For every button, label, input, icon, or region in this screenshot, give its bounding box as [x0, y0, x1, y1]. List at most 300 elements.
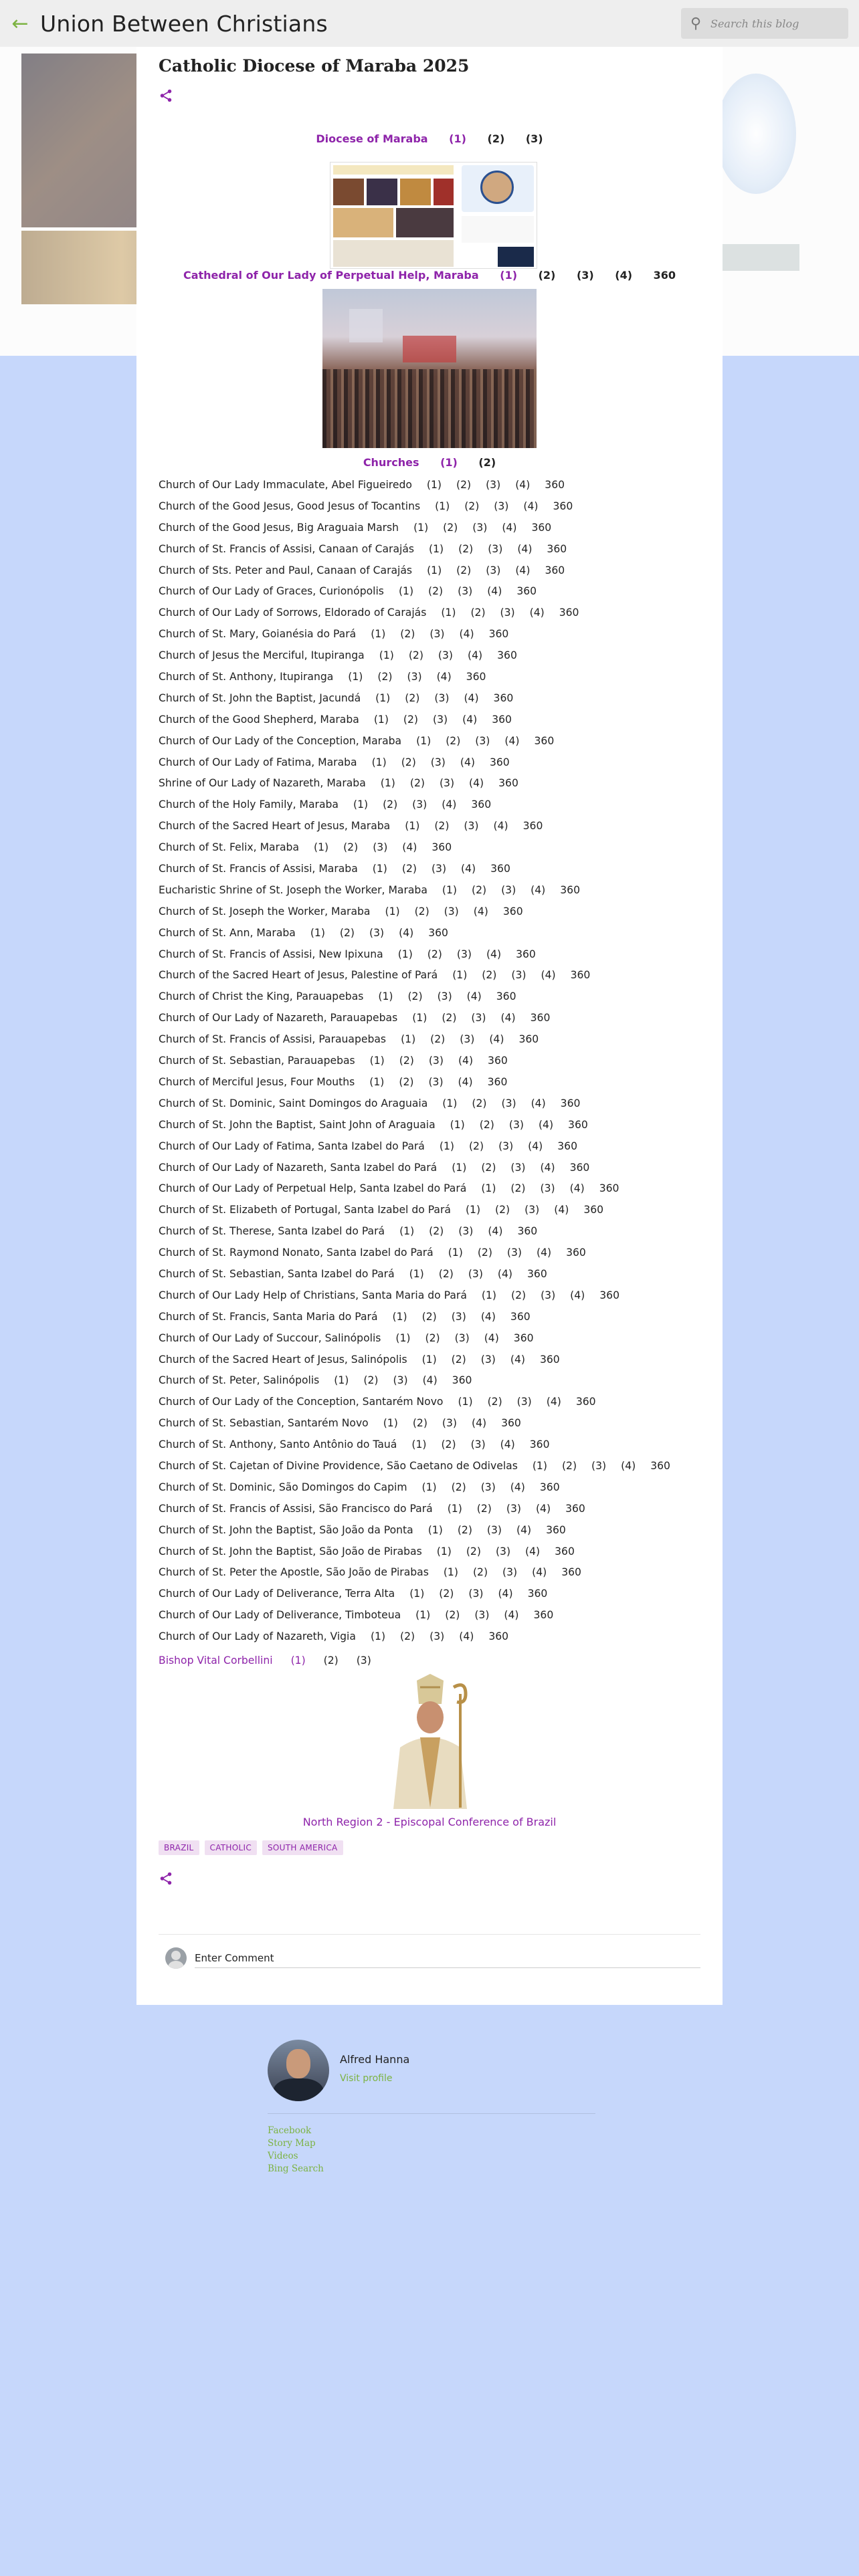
- church-photo-link[interactable]: 360: [599, 1182, 619, 1195]
- church-photo-link[interactable]: (3): [524, 1204, 540, 1216]
- church-photo-link[interactable]: 360: [487, 1075, 508, 1088]
- church-photo-link[interactable]: (3): [412, 798, 427, 811]
- share-icon[interactable]: [159, 1871, 173, 1890]
- church-photo-link[interactable]: (2): [441, 1438, 456, 1451]
- church-photo-link[interactable]: (1): [427, 1523, 443, 1536]
- church-photo-link[interactable]: (3): [540, 1182, 555, 1195]
- church-photo-link[interactable]: (3): [468, 1267, 483, 1280]
- church-photo-link[interactable]: (4): [535, 1502, 551, 1515]
- bishop-link-2[interactable]: (2): [323, 1654, 339, 1667]
- church-photo-link[interactable]: (4): [531, 1097, 546, 1109]
- churches-link-2[interactable]: (2): [478, 456, 496, 469]
- church-photo-link[interactable]: (2): [451, 1481, 466, 1493]
- church-photo-link[interactable]: (2): [471, 883, 487, 896]
- church-photo-link[interactable]: 360: [488, 1055, 508, 1067]
- church-photo-link[interactable]: 360: [502, 905, 523, 918]
- church-photo-link[interactable]: (4): [546, 1396, 561, 1408]
- church-photo-link[interactable]: 360: [488, 628, 509, 641]
- church-photo-link[interactable]: (2): [458, 542, 474, 555]
- church-photo-link[interactable]: (4): [399, 926, 414, 939]
- church-photo-link[interactable]: (4): [488, 1225, 503, 1238]
- church-photo-link[interactable]: (3): [508, 1118, 524, 1131]
- profile-avatar[interactable]: [268, 2040, 329, 2101]
- church-photo-link[interactable]: (1): [310, 926, 325, 939]
- church-photo-link[interactable]: (1): [397, 948, 413, 960]
- church-photo-link[interactable]: 360: [545, 564, 565, 576]
- church-photo-link[interactable]: (3): [510, 1161, 526, 1174]
- cathedral-link[interactable]: Cathedral of Our Lady of Perpetual Help, Maraba: [183, 269, 479, 282]
- church-photo-link[interactable]: (2): [466, 1545, 481, 1558]
- church-photo-link[interactable]: (2): [456, 564, 472, 576]
- church-photo-link[interactable]: (1): [348, 671, 363, 683]
- church-photo-link[interactable]: (1): [411, 1438, 427, 1451]
- church-photo-link[interactable]: (1): [370, 1630, 386, 1643]
- church-photo-link[interactable]: (2): [409, 777, 425, 790]
- church-photo-link[interactable]: (4): [500, 1438, 515, 1451]
- church-photo-link[interactable]: 360: [496, 990, 516, 1003]
- church-photo-link[interactable]: (1): [421, 1481, 437, 1493]
- church-photo-link[interactable]: 360: [432, 841, 452, 854]
- church-photo-link[interactable]: 360: [569, 1161, 590, 1174]
- church-photo-link[interactable]: (2): [476, 1502, 492, 1515]
- church-photo-link[interactable]: 360: [498, 777, 518, 790]
- church-photo-link[interactable]: (3): [442, 1417, 457, 1430]
- church-photo-link[interactable]: (2): [400, 628, 415, 641]
- church-photo-link[interactable]: 360: [557, 1140, 578, 1152]
- diocese-link-3[interactable]: (3): [525, 132, 543, 145]
- bishop-link-1[interactable]: (1): [290, 1654, 306, 1667]
- church-photo-link[interactable]: 360: [517, 1225, 538, 1238]
- search-icon[interactable]: ⚲: [690, 15, 702, 32]
- church-photo-link[interactable]: (1): [452, 1161, 467, 1174]
- church-photo-link[interactable]: (4): [510, 1481, 525, 1493]
- church-photo-link[interactable]: 360: [501, 1417, 521, 1430]
- church-photo-link[interactable]: (3): [458, 585, 473, 598]
- church-photo-link[interactable]: 360: [518, 1033, 539, 1046]
- church-photo-link[interactable]: (1): [385, 905, 400, 918]
- church-photo-link[interactable]: (4): [464, 691, 479, 704]
- church-photo-link[interactable]: (2): [383, 798, 398, 811]
- church-photo-link[interactable]: (2): [477, 1247, 492, 1259]
- church-photo-link[interactable]: (1): [442, 1097, 458, 1109]
- church-photo-link[interactable]: (2): [339, 926, 355, 939]
- church-photo-link[interactable]: (1): [465, 1204, 481, 1216]
- church-photo-link[interactable]: (4): [460, 756, 475, 768]
- church-photo-link[interactable]: (3): [471, 1012, 486, 1025]
- church-photo-link[interactable]: 360: [452, 1374, 472, 1387]
- church-photo-link[interactable]: (4): [459, 1630, 474, 1643]
- church-photo-link[interactable]: (3): [501, 1097, 516, 1109]
- church-photo-link[interactable]: (2): [443, 521, 458, 534]
- church-photo-link[interactable]: (1): [373, 713, 389, 726]
- church-photo-link[interactable]: 360: [492, 713, 512, 726]
- church-photo-link[interactable]: (1): [442, 883, 457, 896]
- church-photo-link[interactable]: (1): [409, 1267, 424, 1280]
- church-photo-link[interactable]: (3): [434, 691, 450, 704]
- church-photo-link[interactable]: (4): [497, 1267, 513, 1280]
- church-photo-link[interactable]: (4): [510, 1353, 525, 1366]
- church-photo-link[interactable]: (4): [515, 564, 531, 576]
- church-photo-link[interactable]: (4): [525, 1545, 541, 1558]
- church-photo-link[interactable]: 360: [560, 883, 581, 896]
- cathedral-link-4[interactable]: (4): [615, 269, 633, 282]
- church-photo-link[interactable]: (1): [378, 990, 393, 1003]
- church-photo-link[interactable]: (4): [469, 777, 484, 790]
- visit-profile-link[interactable]: Visit profile: [340, 2073, 393, 2084]
- church-photo-link[interactable]: (1): [426, 479, 442, 491]
- churches-link-1[interactable]: (1): [440, 456, 458, 469]
- church-photo-link[interactable]: (3): [480, 1481, 496, 1493]
- church-photo-link[interactable]: (3): [464, 820, 479, 833]
- church-photo-link[interactable]: (2): [428, 585, 444, 598]
- church-photo-link[interactable]: (2): [472, 1566, 488, 1579]
- church-photo-link[interactable]: (2): [470, 607, 486, 619]
- link-bing-search[interactable]: Bing Search: [268, 2163, 324, 2174]
- church-photo-link[interactable]: (3): [437, 990, 452, 1003]
- church-photo-link[interactable]: (2): [510, 1182, 526, 1195]
- church-photo-link[interactable]: (3): [433, 713, 448, 726]
- cathedral-link-2[interactable]: (2): [538, 269, 556, 282]
- church-photo-link[interactable]: (1): [409, 1588, 425, 1600]
- search-box[interactable]: [681, 8, 848, 39]
- church-photo-link[interactable]: (3): [431, 863, 447, 875]
- church-photo-link[interactable]: 360: [488, 1630, 509, 1643]
- church-photo-link[interactable]: (4): [528, 1140, 543, 1152]
- church-photo-link[interactable]: (1): [372, 863, 387, 875]
- church-photo-link[interactable]: (2): [468, 1140, 484, 1152]
- church-photo-link[interactable]: (4): [504, 734, 520, 747]
- church-photo-link[interactable]: (1): [334, 1374, 349, 1387]
- church-photo-link[interactable]: (2): [399, 1055, 414, 1067]
- church-photo-link[interactable]: (4): [523, 500, 539, 512]
- church-photo-link[interactable]: (4): [466, 990, 482, 1003]
- church-photo-link[interactable]: (2): [439, 1588, 454, 1600]
- church-photo-link[interactable]: 360: [516, 585, 537, 598]
- church-photo-link[interactable]: 360: [547, 542, 567, 555]
- church-photo-link[interactable]: (3): [454, 1331, 470, 1344]
- church-photo-link[interactable]: (2): [403, 713, 419, 726]
- church-photo-link[interactable]: (2): [464, 500, 480, 512]
- church-photo-link[interactable]: (3): [480, 1353, 496, 1366]
- church-photo-link[interactable]: (4): [436, 671, 452, 683]
- label-catholic[interactable]: CATHOLIC: [205, 1840, 257, 1855]
- church-photo-link[interactable]: 360: [546, 1523, 566, 1536]
- church-photo-link[interactable]: (1): [353, 798, 369, 811]
- church-photo-link[interactable]: (3): [456, 948, 472, 960]
- church-photo-link[interactable]: (3): [486, 564, 501, 576]
- church-photo-link[interactable]: (4): [480, 1310, 496, 1323]
- church-photo-link[interactable]: 360: [539, 1353, 560, 1366]
- church-photo-link[interactable]: (3): [500, 607, 515, 619]
- church-photo-link[interactable]: (3): [488, 542, 503, 555]
- church-photo-link[interactable]: (3): [458, 1225, 474, 1238]
- church-photo-link[interactable]: (2): [408, 649, 423, 662]
- church-photo-link[interactable]: (4): [537, 1247, 552, 1259]
- church-photo-link[interactable]: 360: [529, 1438, 550, 1451]
- diocese-link[interactable]: Diocese of Maraba: [316, 132, 428, 145]
- diocese-link-2[interactable]: (2): [487, 132, 505, 145]
- church-photo-link[interactable]: (1): [383, 1417, 398, 1430]
- church-photo-link[interactable]: 360: [568, 1118, 588, 1131]
- church-photo-link[interactable]: 360: [533, 1609, 554, 1622]
- church-photo-link[interactable]: (2): [561, 1459, 577, 1472]
- church-photo-link[interactable]: (1): [441, 607, 456, 619]
- church-photo-link[interactable]: (1): [450, 1118, 465, 1131]
- church-photo-link[interactable]: (4): [472, 1417, 487, 1430]
- church-photo-link[interactable]: (1): [398, 585, 414, 598]
- church-photo-link[interactable]: (1): [399, 1225, 415, 1238]
- church-photo-link[interactable]: 360: [570, 969, 591, 982]
- church-photo-link[interactable]: (4): [541, 969, 556, 982]
- church-photo-link[interactable]: 360: [516, 948, 536, 960]
- church-photo-link[interactable]: (2): [343, 841, 359, 854]
- church-photo-link[interactable]: (3): [474, 1609, 490, 1622]
- church-photo-link[interactable]: (1): [481, 1289, 496, 1301]
- church-photo-link[interactable]: (3): [470, 1438, 486, 1451]
- church-photo-link[interactable]: (4): [458, 1055, 474, 1067]
- church-photo-link[interactable]: (3): [516, 1396, 532, 1408]
- church-photo-link[interactable]: (1): [405, 820, 420, 833]
- church-photo-link[interactable]: 360: [560, 1097, 581, 1109]
- church-photo-link[interactable]: 360: [522, 820, 543, 833]
- church-photo-link[interactable]: (2): [401, 756, 416, 768]
- cathedral-image[interactable]: [322, 289, 537, 448]
- church-photo-link[interactable]: (2): [495, 1204, 510, 1216]
- church-photo-link[interactable]: 360: [583, 1204, 604, 1216]
- church-photo-link[interactable]: (4): [473, 905, 488, 918]
- church-photo-link[interactable]: (2): [400, 1630, 415, 1643]
- church-photo-link[interactable]: 360: [565, 1502, 585, 1515]
- diocese-collage-image[interactable]: [330, 162, 537, 269]
- church-photo-link[interactable]: (3): [373, 841, 388, 854]
- link-facebook[interactable]: Facebook: [268, 2125, 312, 2136]
- church-photo-link[interactable]: (4): [422, 1374, 438, 1387]
- church-photo-link[interactable]: (2): [414, 905, 430, 918]
- church-photo-link[interactable]: (3): [430, 1630, 445, 1643]
- church-photo-link[interactable]: 360: [553, 500, 573, 512]
- comment-box[interactable]: [165, 1945, 700, 1971]
- link-videos[interactable]: Videos: [268, 2151, 298, 2161]
- church-photo-link[interactable]: 360: [575, 1396, 596, 1408]
- church-photo-link[interactable]: (3): [541, 1289, 556, 1301]
- church-photo-link[interactable]: (1): [452, 969, 468, 982]
- church-photo-link[interactable]: (4): [458, 1075, 473, 1088]
- church-photo-link[interactable]: (3): [506, 1247, 522, 1259]
- church-photo-link[interactable]: (3): [486, 1523, 502, 1536]
- church-photo-link[interactable]: 360: [531, 521, 552, 534]
- church-photo-link[interactable]: (1): [371, 628, 386, 641]
- church-photo-link[interactable]: (3): [472, 521, 488, 534]
- church-photo-link[interactable]: (1): [481, 1182, 496, 1195]
- church-photo-link[interactable]: 360: [566, 1247, 586, 1259]
- church-photo-link[interactable]: (1): [371, 756, 387, 768]
- episcopal-conference-link[interactable]: North Region 2 - Episcopal Conference of Brazil: [302, 1816, 557, 1828]
- search-input[interactable]: Search this blog: [710, 17, 799, 30]
- church-photo-link[interactable]: (3): [511, 969, 527, 982]
- church-photo-link[interactable]: (1): [380, 777, 395, 790]
- church-photo-link[interactable]: (2): [425, 1331, 440, 1344]
- church-photo-link[interactable]: 360: [493, 691, 514, 704]
- church-photo-link[interactable]: (1): [458, 1396, 473, 1408]
- church-photo-link[interactable]: 360: [555, 1545, 575, 1558]
- church-photo-link[interactable]: (2): [434, 820, 450, 833]
- church-photo-link[interactable]: (3): [502, 1566, 518, 1579]
- church-photo-link[interactable]: (4): [569, 1182, 585, 1195]
- link-story-map[interactable]: Story Map: [268, 2138, 316, 2149]
- church-photo-link[interactable]: (3): [591, 1459, 607, 1472]
- church-photo-link[interactable]: (4): [498, 1588, 513, 1600]
- church-photo-link[interactable]: (3): [428, 1075, 444, 1088]
- church-photo-link[interactable]: (4): [493, 820, 508, 833]
- church-photo-link[interactable]: (3): [506, 1502, 521, 1515]
- church-photo-link[interactable]: 360: [471, 798, 492, 811]
- church-photo-link[interactable]: (1): [429, 542, 444, 555]
- comment-input[interactable]: Enter Comment: [195, 1948, 700, 1968]
- church-photo-link[interactable]: (4): [538, 1118, 554, 1131]
- church-photo-link[interactable]: (1): [447, 1502, 462, 1515]
- church-photo-link[interactable]: (2): [401, 863, 417, 875]
- church-photo-link[interactable]: (2): [421, 1310, 437, 1323]
- church-photo-link[interactable]: (1): [413, 521, 429, 534]
- diocese-link-1[interactable]: (1): [449, 132, 466, 145]
- church-photo-link[interactable]: (4): [529, 607, 545, 619]
- church-photo-link[interactable]: (1): [369, 1075, 385, 1088]
- church-photo-link[interactable]: (1): [439, 1140, 454, 1152]
- church-photo-link[interactable]: (1): [448, 1247, 463, 1259]
- church-photo-link[interactable]: (4): [442, 798, 457, 811]
- church-photo-link[interactable]: (2): [482, 969, 497, 982]
- church-photo-link[interactable]: (1): [443, 1566, 458, 1579]
- cathedral-link-1[interactable]: (1): [500, 269, 518, 282]
- church-photo-link[interactable]: (3): [444, 905, 459, 918]
- church-photo-link[interactable]: (2): [445, 1609, 460, 1622]
- share-icon[interactable]: [159, 88, 173, 107]
- cathedral-link-360[interactable]: 360: [653, 269, 676, 282]
- church-photo-link[interactable]: (1): [416, 734, 432, 747]
- church-photo-link[interactable]: (2): [479, 1118, 494, 1131]
- church-photo-link[interactable]: (2): [442, 1012, 457, 1025]
- church-photo-link[interactable]: (4): [468, 649, 483, 662]
- church-photo-link[interactable]: (1): [369, 1055, 385, 1067]
- church-photo-link[interactable]: (2): [438, 1267, 454, 1280]
- church-photo-link[interactable]: 360: [530, 1012, 551, 1025]
- church-photo-link[interactable]: 360: [599, 1289, 620, 1301]
- church-photo-link[interactable]: (2): [377, 671, 393, 683]
- church-photo-link[interactable]: 360: [489, 756, 510, 768]
- church-photo-link[interactable]: (2): [430, 1033, 446, 1046]
- church-photo-link[interactable]: (4): [462, 713, 478, 726]
- cathedral-link-3[interactable]: (3): [576, 269, 594, 282]
- church-photo-link[interactable]: (4): [502, 521, 517, 534]
- church-photo-link[interactable]: (2): [487, 1396, 502, 1408]
- church-photo-link[interactable]: (3): [486, 479, 501, 491]
- church-photo-link[interactable]: (3): [495, 1545, 511, 1558]
- church-photo-link[interactable]: (1): [436, 1545, 452, 1558]
- church-photo-link[interactable]: (3): [369, 926, 385, 939]
- church-photo-link[interactable]: (2): [363, 1374, 379, 1387]
- church-photo-link[interactable]: (3): [393, 1374, 408, 1387]
- churches-link[interactable]: Churches: [363, 456, 419, 469]
- church-photo-link[interactable]: (2): [446, 734, 461, 747]
- church-photo-link[interactable]: (1): [435, 500, 450, 512]
- church-photo-link[interactable]: (3): [451, 1310, 466, 1323]
- church-photo-link[interactable]: (3): [501, 883, 516, 896]
- church-photo-link[interactable]: 360: [490, 863, 510, 875]
- church-photo-link[interactable]: (2): [481, 1161, 496, 1174]
- bishop-link[interactable]: Bishop Vital Corbellini: [159, 1654, 273, 1667]
- church-photo-link[interactable]: (2): [429, 1225, 444, 1238]
- bishop-image[interactable]: [380, 1674, 480, 1809]
- church-photo-link[interactable]: (3): [439, 777, 455, 790]
- church-photo-link[interactable]: (1): [415, 1609, 431, 1622]
- church-photo-link[interactable]: 360: [545, 479, 565, 491]
- church-photo-link[interactable]: (2): [399, 1075, 414, 1088]
- church-photo-link[interactable]: (4): [515, 479, 531, 491]
- church-photo-link[interactable]: (2): [451, 1353, 466, 1366]
- church-photo-link[interactable]: (1): [395, 1331, 411, 1344]
- church-photo-link[interactable]: (2): [405, 691, 420, 704]
- church-photo-link[interactable]: (1): [532, 1459, 547, 1472]
- church-photo-link[interactable]: (1): [412, 1012, 427, 1025]
- church-photo-link[interactable]: (3): [475, 734, 490, 747]
- church-photo-link[interactable]: (4): [621, 1459, 636, 1472]
- church-photo-link[interactable]: (1): [401, 1033, 416, 1046]
- church-photo-link[interactable]: (1): [314, 841, 329, 854]
- church-photo-link[interactable]: (2): [456, 479, 472, 491]
- label-brazil[interactable]: BRAZIL: [159, 1840, 199, 1855]
- church-photo-link[interactable]: (3): [430, 756, 446, 768]
- church-photo-link[interactable]: (4): [532, 1566, 547, 1579]
- church-photo-link[interactable]: (3): [428, 1055, 444, 1067]
- church-photo-link[interactable]: 360: [510, 1310, 531, 1323]
- church-photo-link[interactable]: 360: [527, 1267, 547, 1280]
- church-photo-link[interactable]: (2): [427, 948, 442, 960]
- church-photo-link[interactable]: 360: [559, 607, 579, 619]
- church-photo-link[interactable]: (4): [489, 1033, 504, 1046]
- church-photo-link[interactable]: (4): [504, 1609, 519, 1622]
- church-photo-link[interactable]: (4): [487, 585, 502, 598]
- church-photo-link[interactable]: 360: [428, 926, 448, 939]
- blog-title[interactable]: Union Between Christians: [40, 10, 328, 37]
- church-photo-link[interactable]: (3): [498, 1140, 514, 1152]
- church-photo-link[interactable]: (4): [484, 1331, 499, 1344]
- church-photo-link[interactable]: (3): [438, 649, 454, 662]
- label-south-america[interactable]: SOUTH AMERICA: [262, 1840, 343, 1855]
- church-photo-link[interactable]: (3): [460, 1033, 475, 1046]
- church-photo-link[interactable]: 360: [650, 1459, 670, 1472]
- church-photo-link[interactable]: (3): [430, 628, 445, 641]
- church-photo-link[interactable]: (2): [510, 1289, 527, 1301]
- church-photo-link[interactable]: (3): [407, 671, 422, 683]
- church-photo-link[interactable]: (1): [427, 564, 442, 576]
- church-photo-link[interactable]: (4): [459, 628, 474, 641]
- church-photo-link[interactable]: (2): [457, 1523, 472, 1536]
- bishop-link-3[interactable]: (3): [356, 1654, 371, 1667]
- church-photo-link[interactable]: (4): [402, 841, 417, 854]
- arrow-left-icon[interactable]: ←: [11, 11, 29, 35]
- church-photo-link[interactable]: (2): [407, 990, 423, 1003]
- church-photo-link[interactable]: 360: [497, 649, 517, 662]
- church-photo-link[interactable]: (4): [570, 1289, 585, 1301]
- church-photo-link[interactable]: (4): [554, 1204, 569, 1216]
- church-photo-link[interactable]: 360: [513, 1331, 534, 1344]
- church-photo-link[interactable]: (1): [379, 649, 394, 662]
- church-photo-link[interactable]: (1): [421, 1353, 437, 1366]
- church-photo-link[interactable]: 360: [534, 734, 555, 747]
- church-photo-link[interactable]: 360: [539, 1481, 560, 1493]
- church-photo-link[interactable]: (2): [472, 1097, 487, 1109]
- church-photo-link[interactable]: (4): [500, 1012, 516, 1025]
